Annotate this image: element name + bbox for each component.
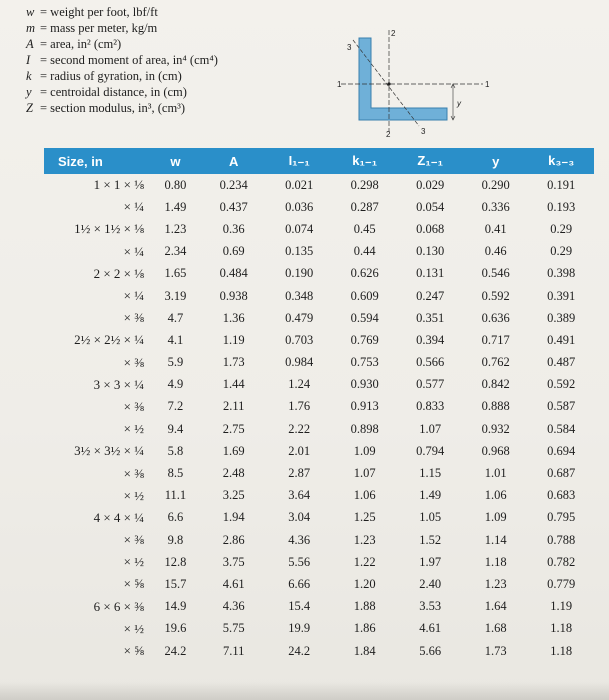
column-header: k₁₋₁: [352, 153, 378, 168]
legend-symbol: y: [26, 85, 32, 99]
value-cell: 12.8: [164, 554, 187, 569]
value-cell: 0.592: [481, 288, 510, 303]
column-header: A: [228, 153, 239, 169]
size-cell: × ⅜: [123, 310, 144, 326]
value-cell: 0.795: [547, 510, 576, 525]
value-cell: 6.6: [167, 510, 184, 525]
value-cell: 0.592: [547, 377, 576, 392]
value-cell: 0.391: [547, 288, 576, 303]
table-row: [44, 329, 594, 351]
value-cell: 3.25: [222, 488, 245, 503]
value-cell: 24.2: [164, 643, 187, 658]
legend-text: = weight per foot, lbf/ft: [40, 5, 158, 19]
value-cell: 1.09: [353, 443, 376, 458]
value-cell: 5.8: [167, 443, 184, 458]
value-cell: 0.69: [222, 244, 245, 259]
value-cell: 1.65: [164, 266, 187, 281]
legend-row: [26, 68, 326, 84]
value-cell: 1.69: [222, 443, 245, 458]
legend-symbol: m: [26, 21, 36, 35]
value-cell: 2.40: [419, 576, 442, 591]
value-cell: 2.75: [222, 421, 245, 436]
size-cell: 3½ × 3½ × ¼: [74, 443, 144, 459]
value-cell: 3.64: [288, 488, 311, 503]
table-row: [44, 596, 594, 618]
size-cell: 6 × 6 × ⅜: [93, 598, 144, 614]
table-row: [44, 640, 594, 662]
angle-section-diagram: [335, 26, 495, 138]
value-cell: 1.94: [222, 510, 245, 525]
value-cell: 1.25: [353, 510, 376, 525]
value-cell: 1.73: [484, 643, 507, 658]
value-cell: 0.029: [416, 177, 445, 192]
value-cell: 0.29: [550, 244, 573, 259]
legend-symbol: A: [26, 37, 34, 51]
table-row: [44, 196, 594, 218]
value-cell: 3.75: [222, 554, 245, 569]
value-cell: 0.193: [547, 199, 576, 214]
table-row: [44, 374, 594, 396]
value-cell: 1.68: [484, 621, 507, 636]
diagram-label: 2: [386, 130, 391, 138]
value-cell: 0.626: [350, 266, 379, 281]
legend-text: = second moment of area, in⁴ (cm⁴): [40, 53, 218, 67]
value-cell: 0.484: [219, 266, 248, 281]
value-cell: 0.753: [350, 355, 379, 370]
table-row: [44, 573, 594, 595]
size-cell: 1 × 1 × ⅛: [93, 177, 144, 193]
legend-row: [26, 4, 326, 20]
value-cell: 15.4: [288, 599, 311, 614]
value-cell: 0.687: [547, 466, 576, 481]
size-cell: × ⅜: [123, 532, 144, 548]
value-cell: 1.18: [550, 643, 573, 658]
value-cell: 0.287: [350, 199, 379, 214]
value-cell: 0.290: [481, 177, 510, 192]
value-cell: 0.782: [547, 554, 576, 569]
value-cell: 0.788: [547, 532, 576, 547]
value-cell: 0.247: [416, 288, 445, 303]
diagram-label: 3: [421, 127, 426, 136]
value-cell: 0.336: [481, 199, 510, 214]
table-row: [44, 440, 594, 462]
value-cell: 0.29: [550, 221, 573, 236]
angle-properties-table: [44, 148, 594, 662]
value-cell: 1.84: [353, 643, 376, 658]
size-cell: × ¼: [123, 199, 144, 215]
value-cell: 1.86: [353, 621, 376, 636]
value-cell: 0.298: [350, 177, 379, 192]
value-cell: 1.07: [419, 421, 442, 436]
value-cell: 1.06: [484, 488, 507, 503]
value-cell: 1.22: [353, 554, 376, 569]
value-cell: 0.479: [285, 310, 314, 325]
table-row: [44, 174, 594, 196]
value-cell: 0.398: [547, 266, 576, 281]
legend-row: [26, 84, 326, 100]
table-header-row: [44, 148, 594, 174]
column-header: I₁₋₁: [288, 153, 310, 168]
value-cell: 0.794: [416, 443, 445, 458]
size-cell: × ⅝: [123, 576, 144, 592]
legend-symbol: k: [26, 69, 32, 83]
value-cell: 0.930: [350, 377, 379, 392]
size-cell: × ½: [123, 421, 144, 437]
value-cell: 2.01: [288, 443, 311, 458]
value-cell: 0.487: [547, 355, 576, 370]
value-cell: 4.36: [288, 532, 311, 547]
value-cell: 0.968: [481, 443, 510, 458]
table-row: [44, 529, 594, 551]
value-cell: 2.11: [222, 399, 245, 414]
value-cell: 5.75: [222, 621, 245, 636]
value-cell: 1.49: [419, 488, 442, 503]
value-cell: 1.18: [484, 554, 507, 569]
value-cell: 15.7: [164, 576, 187, 591]
value-cell: 0.898: [350, 421, 379, 436]
value-cell: 1.01: [484, 466, 507, 481]
legend-row: [26, 100, 326, 116]
value-cell: 2.34: [164, 244, 187, 259]
value-cell: 0.021: [285, 177, 314, 192]
value-cell: 0.833: [416, 399, 445, 414]
page-edge-shadow: [0, 682, 609, 700]
value-cell: 24.2: [288, 643, 311, 658]
value-cell: 0.80: [164, 177, 187, 192]
value-cell: 1.06: [353, 488, 376, 503]
value-cell: 0.234: [219, 177, 248, 192]
value-cell: 0.351: [416, 310, 445, 325]
value-cell: 0.036: [285, 199, 314, 214]
size-cell: × ¼: [123, 243, 144, 259]
value-cell: 1.52: [419, 532, 442, 547]
value-cell: 3.19: [164, 288, 187, 303]
value-cell: 2.86: [222, 532, 245, 547]
value-cell: 1.49: [164, 199, 187, 214]
table-row: [44, 307, 594, 329]
value-cell: 0.190: [285, 266, 314, 281]
column-header: y: [492, 153, 500, 169]
value-cell: 4.61: [222, 576, 245, 591]
value-cell: 0.054: [416, 199, 445, 214]
legend-text: = mass per meter, kg/m: [40, 21, 158, 35]
diagram-label: 2: [391, 29, 396, 38]
value-cell: 0.577: [416, 377, 445, 392]
table-row: [44, 263, 594, 285]
value-cell: 0.131: [416, 266, 445, 281]
value-cell: 14.9: [164, 599, 187, 614]
value-cell: 0.694: [547, 443, 576, 458]
value-cell: 1.23: [164, 221, 187, 236]
size-cell: 3 × 3 × ¼: [93, 376, 144, 392]
legend-text: = area, in² (cm²): [40, 37, 122, 51]
value-cell: 1.15: [419, 466, 442, 481]
size-cell: × ⅜: [123, 354, 144, 370]
value-cell: 1.73: [222, 355, 245, 370]
value-cell: 0.348: [285, 288, 314, 303]
value-cell: 2.22: [288, 421, 311, 436]
value-cell: 0.703: [285, 332, 314, 347]
value-cell: 5.9: [167, 355, 184, 370]
legend-text: = radius of gyration, in (cm): [40, 69, 182, 83]
size-cell: × ½: [123, 620, 144, 636]
value-cell: 6.66: [288, 576, 311, 591]
column-header: Size, in: [58, 153, 103, 169]
value-cell: 1.44: [222, 377, 245, 392]
legend-symbol: Z: [26, 101, 33, 115]
legend-text: = centroidal distance, in (cm): [40, 85, 187, 99]
value-cell: 0.130: [416, 244, 445, 259]
value-cell: 0.46: [484, 244, 507, 259]
value-cell: 0.842: [481, 377, 510, 392]
value-cell: 0.762: [481, 355, 510, 370]
symbol-legend: [26, 4, 326, 116]
value-cell: 1.88: [353, 599, 376, 614]
value-cell: 4.9: [167, 377, 184, 392]
value-cell: 0.36: [222, 221, 245, 236]
size-cell: × ¼: [123, 288, 144, 304]
value-cell: 0.394: [416, 332, 445, 347]
value-cell: 11.1: [164, 488, 187, 503]
value-cell: 1.76: [288, 399, 311, 414]
table-row: [44, 396, 594, 418]
value-cell: 0.587: [547, 399, 576, 414]
value-cell: 4.61: [419, 621, 442, 636]
value-cell: 0.769: [350, 332, 379, 347]
legend-text: = section modulus, in³, (cm³): [40, 101, 186, 115]
size-cell: × ½: [123, 554, 144, 570]
table-row: [44, 241, 594, 263]
value-cell: 0.717: [481, 332, 510, 347]
value-cell: 0.984: [285, 355, 314, 370]
value-cell: 1.19: [550, 599, 573, 614]
value-cell: 1.64: [484, 599, 507, 614]
diagram-label: 1: [337, 80, 342, 89]
value-cell: 2.48: [222, 466, 245, 481]
value-cell: 1.97: [419, 554, 442, 569]
value-cell: 3.04: [288, 510, 311, 525]
value-cell: 0.41: [484, 221, 507, 236]
value-cell: 0.938: [219, 288, 248, 303]
legend-symbol: I: [26, 53, 31, 67]
size-cell: × ⅜: [123, 465, 144, 481]
value-cell: 1.14: [484, 532, 507, 547]
diagram-label: y: [457, 99, 461, 108]
value-cell: 0.913: [350, 399, 379, 414]
value-cell: 0.135: [285, 244, 314, 259]
column-header: k₃₋₃: [548, 153, 575, 168]
value-cell: 0.594: [350, 310, 379, 325]
value-cell: 0.683: [547, 488, 576, 503]
size-cell: × ⅝: [123, 643, 144, 659]
value-cell: 0.888: [481, 399, 510, 414]
value-cell: 4.1: [167, 332, 184, 347]
value-cell: 4.36: [222, 599, 245, 614]
value-cell: 8.5: [167, 466, 184, 481]
value-cell: 9.8: [167, 532, 184, 547]
table-row: [44, 418, 594, 440]
legend-row: [26, 36, 326, 52]
value-cell: 2.87: [288, 466, 311, 481]
value-cell: 7.11: [222, 643, 245, 658]
value-cell: 0.389: [547, 310, 576, 325]
value-cell: 0.068: [416, 221, 445, 236]
value-cell: 0.546: [481, 266, 510, 281]
value-cell: 0.609: [350, 288, 379, 303]
value-cell: 1.18: [550, 621, 573, 636]
value-cell: 3.53: [419, 599, 442, 614]
value-cell: 1.24: [288, 377, 311, 392]
size-cell: 4 × 4 × ¼: [93, 509, 144, 525]
table-row: [44, 462, 594, 484]
size-cell: 2 × 2 × ⅛: [93, 265, 144, 281]
value-cell: 5.66: [419, 643, 442, 658]
value-cell: 1.09: [484, 510, 507, 525]
legend-row: [26, 52, 326, 68]
value-cell: 19.9: [288, 621, 311, 636]
table-row: [44, 507, 594, 529]
value-cell: 1.19: [222, 332, 245, 347]
value-cell: 0.074: [285, 221, 314, 236]
table-row: [44, 352, 594, 374]
value-cell: 4.7: [167, 310, 184, 325]
value-cell: 9.4: [167, 421, 184, 436]
table-row: [44, 618, 594, 640]
value-cell: 19.6: [164, 621, 187, 636]
table-row: [44, 485, 594, 507]
value-cell: 1.20: [353, 576, 376, 591]
value-cell: 0.437: [219, 199, 248, 214]
value-cell: 0.779: [547, 576, 576, 591]
value-cell: 0.566: [416, 355, 445, 370]
column-header: w: [170, 153, 181, 169]
table-row: [44, 218, 594, 240]
value-cell: 5.56: [288, 554, 311, 569]
angle-shape: [359, 38, 447, 120]
legend-row: [26, 20, 326, 36]
value-cell: 0.932: [481, 421, 510, 436]
size-cell: × ⅜: [123, 398, 144, 414]
table-row: [44, 285, 594, 307]
value-cell: 0.584: [547, 421, 576, 436]
value-cell: 0.191: [547, 177, 576, 192]
table-row: [44, 551, 594, 573]
value-cell: 1.36: [222, 310, 245, 325]
value-cell: 0.636: [481, 310, 510, 325]
value-cell: 0.44: [353, 244, 376, 259]
value-cell: 1.05: [419, 510, 442, 525]
value-cell: 1.07: [353, 466, 376, 481]
value-cell: 1.23: [484, 576, 507, 591]
value-cell: 7.2: [167, 399, 184, 414]
value-cell: 0.491: [547, 332, 576, 347]
value-cell: 1.23: [353, 532, 376, 547]
value-cell: 0.45: [353, 221, 376, 236]
size-cell: 1½ × 1½ × ⅛: [74, 221, 144, 237]
diagram-label: 1: [485, 80, 490, 89]
size-cell: 2½ × 2½ × ¼: [74, 332, 144, 348]
legend-symbol: w: [26, 5, 35, 19]
diagram-label: 3: [347, 43, 352, 52]
size-cell: × ½: [123, 487, 144, 503]
column-header: Z₁₋₁: [417, 153, 443, 168]
